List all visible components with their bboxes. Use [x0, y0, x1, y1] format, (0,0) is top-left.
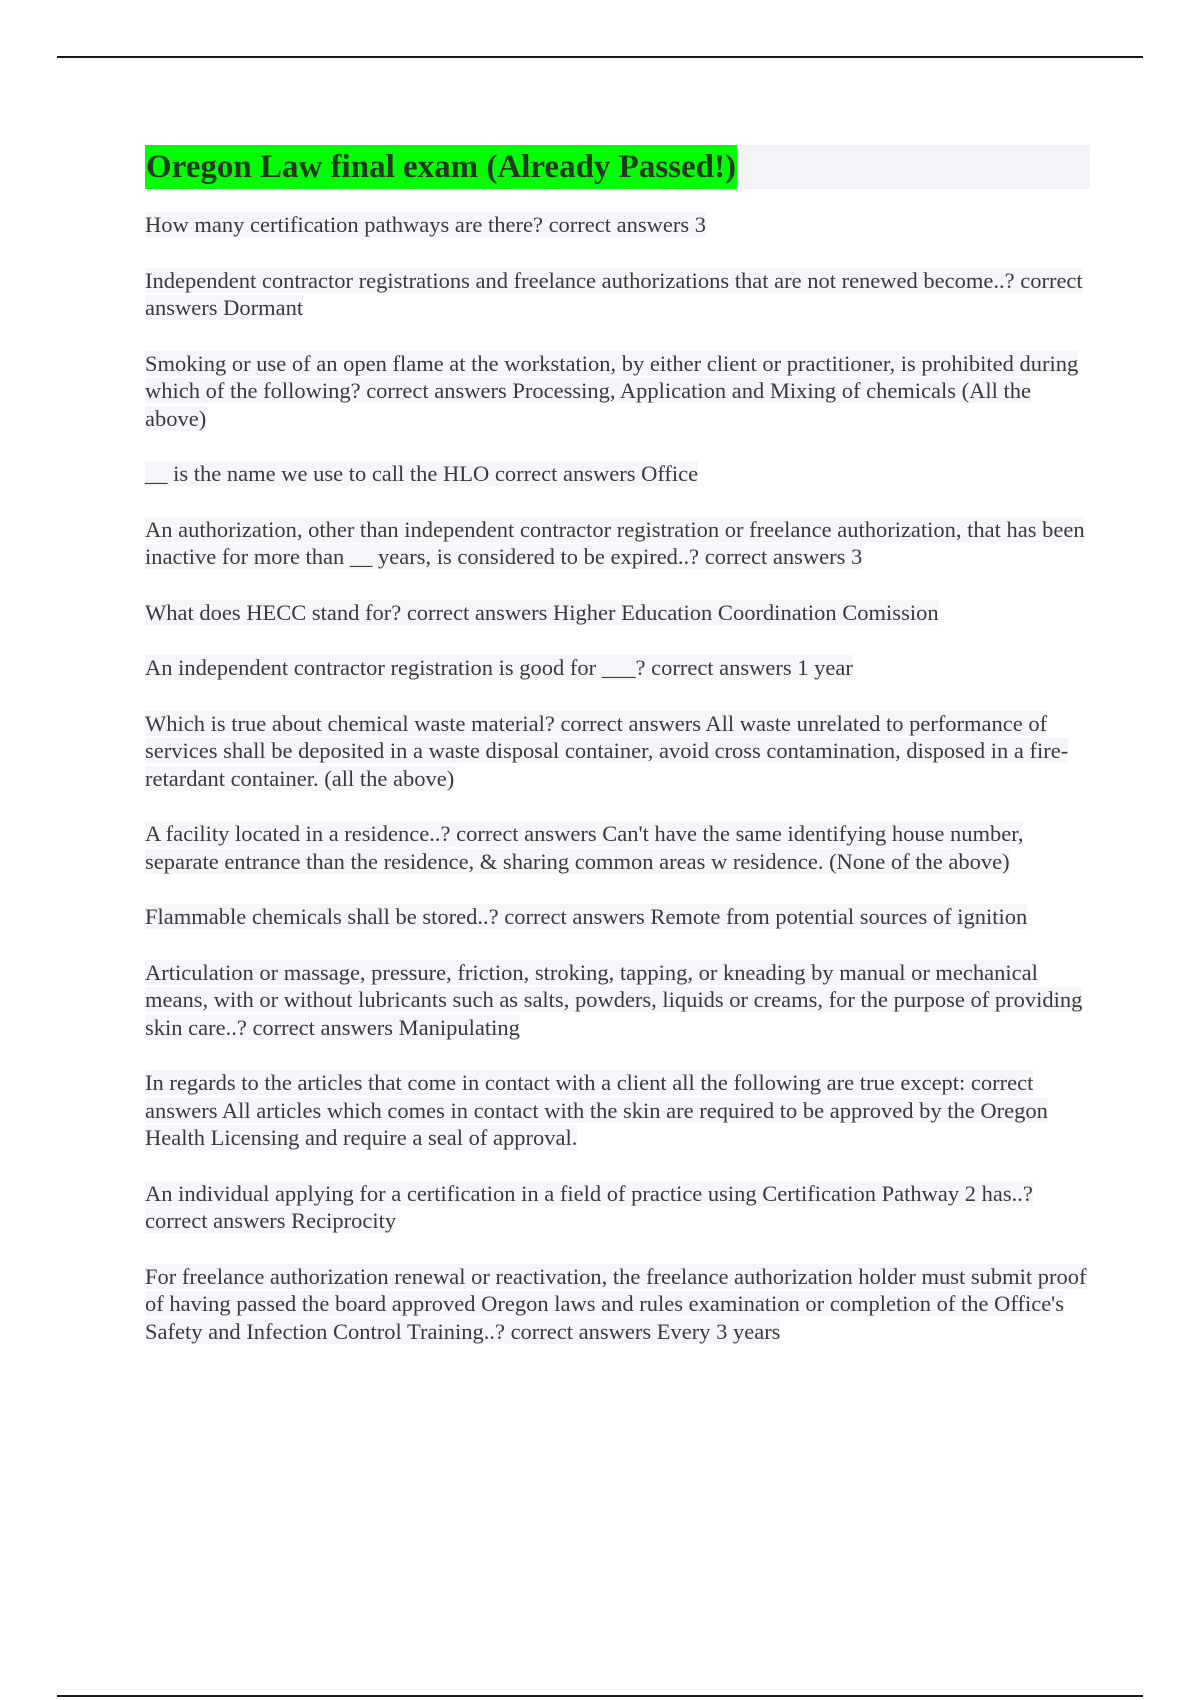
- qa-item: An individual applying for a certification in a field of practice using Certification Pathway 2 has..? correct answers Reciprocity: [145, 1180, 1033, 1233]
- title-bar: [145, 145, 1090, 189]
- qa-item: In regards to the articles that come in contact with a client all the following are true except: correct answers All articles which comes in contact with the skin are required to be approved by the Oregon Health Licensing and require a seal of approval.: [145, 1070, 1048, 1150]
- qa-item: __ is the name we use to call the HLO correct answers Office: [145, 461, 699, 486]
- qa-item: A facility located in a residence..? correct answers Can't have the same identifying house number, separate entrance than the residence, & sharing common areas w residence. (None of the above): [145, 821, 1024, 874]
- document-title: Oregon Law final exam (Already Passed!): [145, 145, 737, 189]
- qa-item: Smoking or use of an open flame at the workstation, by either client or practitioner, is prohibited during which of the following? correct answers Processing, Application and Mixing of chemicals (All the above): [145, 350, 1079, 431]
- bottom-rule: [57, 1695, 1143, 1697]
- qa-item: How many certification pathways are there? correct answers 3: [145, 212, 706, 237]
- qa-item: For freelance authorization renewal or reactivation, the freelance authorization holder must submit proof of having passed the board approved Oregon laws and rules examination or completion of the Office's Safety and Infection Control Training..? correct answers Every 3 years: [145, 1263, 1087, 1344]
- qa-item: Which is true about chemical waste material? correct answers All waste unrelated to performance of services shall be deposited in a waste disposal container, avoid cross contamination, disposed in a fire-retardant container. (all the above): [145, 710, 1069, 791]
- qa-item: What does HECC stand for? correct answers Higher Education Coordination Comission: [145, 599, 939, 625]
- qa-item: Independent contractor registrations and freelance authorizations that are not renewed become..? correct answers Dormant: [145, 267, 1083, 320]
- qa-item: Articulation or massage, pressure, friction, stroking, tapping, or kneading by manual or mechanical means, with or without lubricants such as salts, powders, liquids or creams, for the purpose of providing skin care..? correct answers Manipulating: [145, 959, 1083, 1040]
- qa-item: An authorization, other than independent contractor registration or freelance authorization, that has been inactive for more than __ years, is considered to be expired..? correct answers 3: [145, 516, 1085, 569]
- qa-item: Flammable chemicals shall be stored..? correct answers Remote from potential sources of ignition: [145, 904, 1028, 929]
- top-rule: [57, 56, 1143, 58]
- qa-item: An independent contractor registration is good for ___? correct answers 1 year: [145, 655, 853, 680]
- document-body: [145, 145, 1090, 1373]
